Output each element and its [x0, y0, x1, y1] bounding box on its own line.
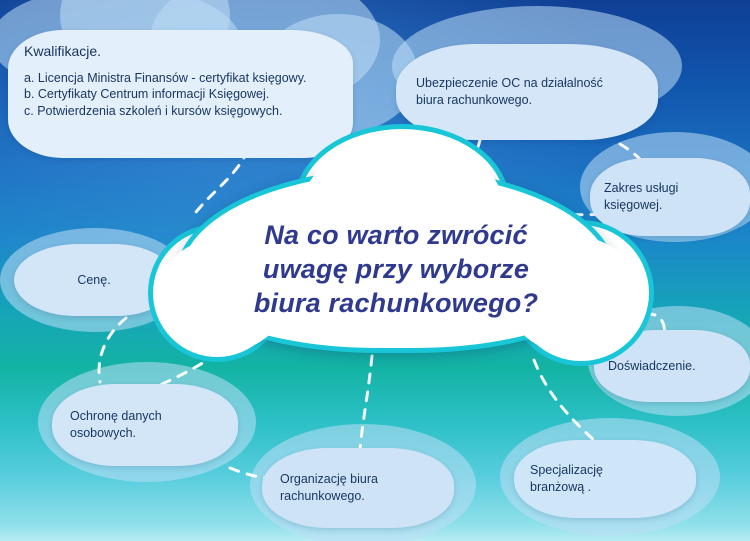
callout-ubezpieczenie-oc[interactable] [396, 44, 658, 140]
callout-ubezpieczenie-line-1: Ubezpieczenie OC na działalność [416, 76, 603, 91]
callout-specjalizacje-line-2: branżową . [530, 480, 592, 494]
callout-zakres-line-1: Zakres usługi [604, 181, 679, 196]
callout-ochrone-line-2: osobowych. [70, 426, 137, 440]
callout-specjalizacje-line-1: Specjalizację [530, 463, 603, 478]
poster-main-question-line-1: Na co warto zwrócić [264, 220, 528, 250]
callout-kwalifikacje-heading: Kwalifikacje. [24, 43, 102, 59]
callout-organizacje-text [280, 471, 378, 504]
callout-zakres-line-2: księgowej. [604, 198, 663, 212]
callout-ubezpieczenie-line-2: biura rachunkowego. [416, 93, 533, 107]
callout-ubezpieczenie-text [416, 75, 603, 108]
poster-main-question-line-2: uwagę przy wyborze [262, 254, 530, 285]
callout-specjalizacja-branzowa[interactable] [514, 440, 696, 518]
callout-ochrone-text [70, 408, 162, 441]
poster-main-question-line-3: biura rachunkowego? [253, 288, 539, 319]
callout-organizacje-line-1: Organizację biura [280, 472, 378, 487]
callout-kwalifikacje-item-a: a. Licencja Ministra Finansów - certyfikat księgowy. [24, 70, 307, 85]
callout-ochrone-line-1: Ochronę danych [70, 409, 162, 424]
callout-organizacje-line-2: rachunkowego. [280, 489, 365, 503]
callout-doswiadczenie-text: Doświadczenie. [608, 358, 696, 373]
callout-cene-text: Cenę. [77, 272, 111, 287]
callout-ochrona-danych[interactable] [52, 384, 238, 466]
poster-main-question [196, 218, 596, 320]
callout-specjalizacje-text [530, 462, 603, 495]
callout-kwalifikacje-item-b: b. Certyfikaty Centrum informacji Księgowej. [24, 87, 270, 102]
callout-kwalifikacje-item-c: c. Potwierdzenia szkoleń i kursów księgowych. [24, 103, 283, 118]
callout-kwalifikacje-text [24, 42, 307, 119]
callout-kwalifikacje[interactable] [8, 30, 353, 158]
callout-organizacja-biura[interactable] [262, 448, 454, 528]
